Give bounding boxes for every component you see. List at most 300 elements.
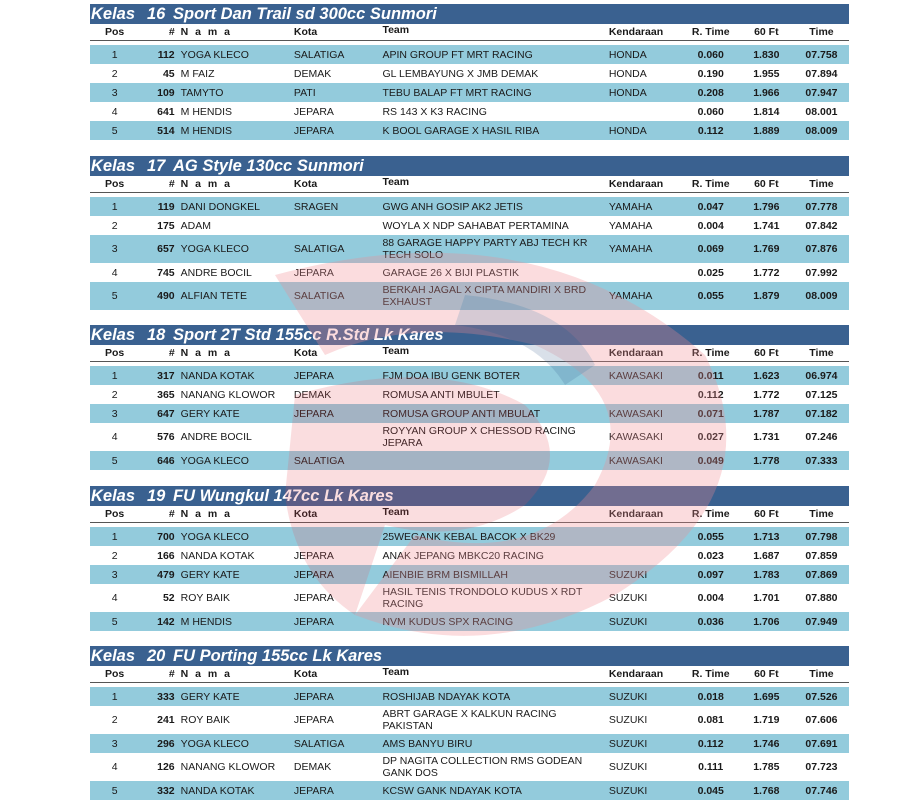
column-header-num: # — [168, 26, 175, 38]
cell-name: M HENDIS — [180, 124, 232, 137]
result-row — [90, 263, 849, 282]
cell-num: 45 — [162, 67, 175, 80]
cell-kendaraan: SUZUKI — [608, 592, 648, 604]
cell-num: 333 — [157, 690, 175, 703]
cell-name: ANDRE BOCIL — [180, 266, 252, 279]
cell-sixty: 1.796 — [753, 200, 780, 213]
cell-rtime: 0.023 — [697, 549, 724, 562]
cell-rtime: 0.071 — [697, 407, 724, 420]
cell-sixty: 1.623 — [753, 369, 780, 382]
cell-kota: JEPARA — [293, 549, 334, 562]
class-label: Kelas — [91, 487, 136, 505]
cell-team: AIENBIE BRM BISMILLAH — [382, 568, 508, 581]
cell-time: 08.009 — [805, 290, 838, 302]
class-title-bar — [90, 486, 849, 506]
cell-name: YOGA KLECO — [180, 243, 249, 255]
column-header-team: Team — [382, 506, 410, 518]
cell-kota: JEPARA — [293, 105, 334, 118]
cell-num: 700 — [157, 530, 175, 543]
cell-rtime: 0.004 — [697, 219, 724, 232]
cell-kota: JEPARA — [293, 592, 334, 604]
column-header-kota: Kota — [293, 668, 318, 680]
result-row — [90, 404, 849, 423]
result-row — [90, 102, 849, 121]
cell-pos: 4 — [111, 266, 118, 279]
result-row — [90, 687, 849, 706]
cell-rtime: 0.045 — [697, 784, 724, 797]
cell-name: ROY BAIK — [180, 592, 231, 604]
class-section — [90, 4, 849, 140]
cell-num: 109 — [157, 86, 175, 99]
cell-pos: 5 — [111, 290, 118, 302]
cell-kendaraan: KAWASAKI — [608, 407, 663, 420]
result-row — [90, 612, 849, 631]
cell-kota: JEPARA — [293, 407, 334, 420]
cell-sixty: 1.772 — [753, 266, 780, 279]
cell-name: GERY KATE — [180, 690, 240, 703]
cell-rtime: 0.060 — [697, 105, 724, 118]
column-header-rtime: R. Time — [691, 178, 730, 190]
cell-kendaraan: KAWASAKI — [608, 431, 663, 443]
cell-kendaraan: YAMAHA — [608, 290, 653, 302]
cell-name: ALFIAN TETE — [180, 290, 247, 302]
cell-sixty: 1.966 — [753, 86, 780, 99]
cell-time: 07.746 — [805, 784, 838, 797]
cell-name: NANANG KLOWOR — [180, 761, 276, 773]
cell-team: AMS BANYU BIRU — [382, 737, 473, 750]
cell-num: 119 — [157, 200, 175, 213]
cell-rtime: 0.049 — [697, 454, 724, 467]
cell-time: 07.880 — [805, 592, 838, 604]
cell-rtime: 0.069 — [697, 243, 724, 255]
result-row — [90, 546, 849, 565]
result-row — [90, 734, 849, 753]
cell-sixty: 1.783 — [753, 568, 780, 581]
result-row — [90, 235, 849, 263]
class-label: Kelas — [91, 157, 136, 175]
cell-num: 296 — [157, 737, 175, 750]
cell-kendaraan: HONDA — [608, 124, 647, 137]
column-header-row — [90, 176, 849, 193]
result-row — [90, 423, 849, 451]
cell-team: ROSHIJAB NDAYAK KOTA — [382, 690, 511, 703]
class-number: 19 — [147, 487, 166, 505]
cell-time: 07.947 — [805, 86, 838, 99]
class-label: Kelas — [91, 647, 136, 665]
cell-time: 06.974 — [805, 369, 838, 382]
cell-num: 745 — [157, 266, 175, 279]
cell-num: 317 — [157, 369, 175, 382]
cell-name: YOGA KLECO — [180, 530, 249, 543]
cell-pos: 4 — [111, 105, 118, 118]
cell-rtime: 0.011 — [697, 369, 724, 382]
cell-time: 07.333 — [805, 454, 838, 467]
cell-time: 07.246 — [805, 431, 838, 443]
cell-time: 07.992 — [805, 266, 838, 279]
cell-time: 07.842 — [805, 219, 838, 232]
cell-sixty: 1.778 — [753, 454, 780, 467]
cell-name: M FAIZ — [180, 67, 215, 80]
cell-time: 08.001 — [805, 105, 838, 118]
class-title-bar — [90, 646, 849, 666]
cell-name: M HENDIS — [180, 615, 232, 628]
result-row — [90, 451, 849, 470]
cell-pos: 3 — [111, 407, 118, 420]
cell-name: NANDA KOTAK — [180, 549, 255, 562]
column-header-time: Time — [809, 26, 834, 38]
cell-rtime: 0.055 — [697, 290, 724, 302]
column-header-row — [90, 666, 849, 683]
class-title-bar — [90, 4, 849, 24]
column-header-rtime: R. Time — [691, 508, 730, 520]
class-title: Sport 2T Std 155cc R.Std Lk Kares — [173, 326, 444, 344]
column-header-time: Time — [809, 178, 834, 190]
class-title: Sport Dan Trail sd 300cc Sunmori — [173, 5, 437, 23]
cell-time: 07.182 — [805, 407, 838, 420]
result-row — [90, 121, 849, 140]
cell-sixty: 1.719 — [753, 714, 780, 726]
cell-team: WOYLA X NDP SAHABAT PERTAMINA — [382, 219, 569, 232]
cell-name: YOGA KLECO — [180, 737, 249, 750]
cell-time: 07.778 — [805, 200, 838, 213]
column-header-sixty: 60 Ft — [754, 668, 779, 680]
column-header-kota: Kota — [293, 26, 318, 38]
cell-sixty: 1.695 — [753, 690, 780, 703]
cell-rtime: 0.112 — [697, 388, 724, 401]
column-header-pos: Pos — [104, 347, 125, 359]
column-header-pos: Pos — [104, 26, 125, 38]
cell-num: 490 — [157, 290, 175, 302]
cell-sixty: 1.706 — [753, 615, 780, 628]
class-title: AG Style 130cc Sunmori — [173, 157, 364, 175]
column-header-sixty: 60 Ft — [754, 26, 779, 38]
cell-team: FJM DOA IBU GENK BOTER — [382, 369, 521, 382]
cell-kota: JEPARA — [293, 690, 334, 703]
cell-sixty: 1.830 — [753, 48, 780, 61]
cell-num: 112 — [157, 48, 175, 61]
cell-team: GWG ANH GOSIP AK2 JETIS — [382, 200, 523, 213]
cell-pos: 3 — [111, 243, 118, 255]
cell-pos: 1 — [111, 690, 118, 703]
cell-team: KCSW GANK NDAYAK KOTA — [382, 784, 522, 797]
cell-kendaraan: SUZUKI — [608, 714, 648, 726]
cell-name: ANDRE BOCIL — [180, 431, 252, 443]
column-header-name: N a m a — [180, 178, 233, 190]
cell-pos: 4 — [111, 761, 118, 773]
cell-sixty: 1.785 — [753, 761, 780, 773]
cell-sixty: 1.768 — [753, 784, 780, 797]
cell-name: NANDA KOTAK — [180, 784, 255, 797]
cell-time: 07.125 — [805, 388, 838, 401]
cell-rtime: 0.190 — [697, 67, 724, 80]
column-header-kendaraan: Kendaraan — [608, 508, 664, 520]
cell-kota: DEMAK — [293, 761, 332, 773]
cell-kota: JEPARA — [293, 784, 334, 797]
cell-kendaraan: SUZUKI — [608, 761, 648, 773]
column-header-time: Time — [809, 668, 834, 680]
cell-kendaraan: KAWASAKI — [608, 454, 663, 467]
cell-team: ABRT GARAGE X KALKUN RACING PAKISTAN — [382, 708, 557, 732]
column-header-kendaraan: Kendaraan — [608, 26, 664, 38]
result-row — [90, 781, 849, 800]
cell-rtime: 0.081 — [697, 714, 724, 726]
result-row — [90, 565, 849, 584]
class-section — [90, 156, 849, 310]
cell-kendaraan: SUZUKI — [608, 690, 648, 703]
cell-name: GERY KATE — [180, 407, 240, 420]
cell-num: 166 — [157, 549, 175, 562]
cell-pos: 2 — [111, 714, 118, 726]
column-header-sixty: 60 Ft — [754, 508, 779, 520]
column-header-kendaraan: Kendaraan — [608, 668, 664, 680]
result-row — [90, 527, 849, 546]
cell-time: 07.859 — [805, 549, 838, 562]
column-header-kota: Kota — [293, 508, 318, 520]
cell-team: APIN GROUP FT MRT RACING — [382, 48, 533, 61]
result-row — [90, 216, 849, 235]
column-header-kota: Kota — [293, 178, 318, 190]
column-header-pos: Pos — [104, 508, 125, 520]
cell-name: YOGA KLECO — [180, 48, 249, 61]
cell-time: 08.009 — [805, 124, 838, 137]
cell-time: 07.798 — [805, 530, 838, 543]
cell-rtime: 0.025 — [697, 266, 724, 279]
cell-rtime: 0.055 — [697, 530, 724, 543]
cell-team: BERKAH JAGAL X CIPTA MANDIRI X BRD EXHAUST — [382, 284, 587, 308]
result-row — [90, 753, 849, 781]
cell-kendaraan: SUZUKI — [608, 615, 648, 628]
cell-kendaraan: SUZUKI — [608, 784, 648, 797]
column-header-rtime: R. Time — [691, 26, 730, 38]
cell-name: GERY KATE — [180, 568, 240, 581]
column-header-row — [90, 345, 849, 362]
cell-pos: 1 — [111, 369, 118, 382]
cell-pos: 5 — [111, 615, 118, 628]
class-number: 17 — [147, 157, 166, 175]
class-section — [90, 486, 849, 631]
cell-kendaraan: HONDA — [608, 86, 647, 99]
cell-num: 52 — [162, 592, 175, 604]
cell-num: 479 — [157, 568, 175, 581]
column-header-rtime: R. Time — [691, 668, 730, 680]
cell-pos: 3 — [111, 86, 118, 99]
cell-name: M HENDIS — [180, 105, 232, 118]
cell-time: 07.894 — [805, 67, 838, 80]
cell-kota: DEMAK — [293, 67, 332, 80]
class-label: Kelas — [91, 5, 136, 23]
cell-kota: PATI — [293, 86, 316, 99]
column-header-name: N a m a — [180, 26, 233, 38]
cell-pos: 4 — [111, 592, 118, 604]
cell-time: 07.869 — [805, 568, 838, 581]
cell-pos: 1 — [111, 48, 118, 61]
cell-num: 657 — [157, 243, 175, 255]
cell-name: ADAM — [180, 219, 211, 232]
class-number: 20 — [147, 647, 166, 665]
cell-name: ROY BAIK — [180, 714, 231, 726]
column-header-pos: Pos — [104, 178, 125, 190]
class-section — [90, 325, 849, 470]
cell-rtime: 0.060 — [697, 48, 724, 61]
cell-time: 07.526 — [805, 690, 838, 703]
cell-kota: SRAGEN — [293, 200, 339, 213]
cell-rtime: 0.018 — [697, 690, 724, 703]
cell-num: 576 — [157, 431, 175, 443]
cell-kendaraan: HONDA — [608, 67, 647, 80]
column-header-kendaraan: Kendaraan — [608, 347, 664, 359]
cell-sixty: 1.746 — [753, 737, 780, 750]
cell-kota: DEMAK — [293, 388, 332, 401]
column-header-row — [90, 24, 849, 41]
cell-rtime: 0.036 — [697, 615, 724, 628]
cell-kota: JEPARA — [293, 124, 334, 137]
cell-num: 641 — [157, 105, 175, 118]
cell-time: 07.758 — [805, 48, 838, 61]
column-header-sixty: 60 Ft — [754, 178, 779, 190]
cell-sixty: 1.769 — [753, 243, 780, 255]
cell-kendaraan: YAMAHA — [608, 200, 653, 213]
cell-name: NANANG KLOWOR — [180, 388, 276, 401]
cell-kendaraan: YAMAHA — [608, 219, 653, 232]
column-header-rtime: R. Time — [691, 347, 730, 359]
cell-kendaraan: YAMAHA — [608, 243, 653, 255]
cell-sixty: 1.741 — [753, 219, 780, 232]
cell-time: 07.723 — [805, 761, 838, 773]
cell-kota: SALATIGA — [293, 48, 345, 61]
cell-pos: 1 — [111, 530, 118, 543]
cell-num: 332 — [157, 784, 175, 797]
cell-num: 175 — [157, 219, 175, 232]
cell-team: GL LEMBAYUNG X JMB DEMAK — [382, 67, 539, 80]
cell-sixty: 1.814 — [753, 105, 780, 118]
column-header-time: Time — [809, 347, 834, 359]
column-header-num: # — [168, 178, 175, 190]
cell-kota: SALATIGA — [293, 243, 345, 255]
cell-kota: JEPARA — [293, 714, 334, 726]
cell-sixty: 1.879 — [753, 290, 780, 302]
cell-team: ANAK JEPANG MBKC20 RACING — [382, 549, 544, 562]
column-header-num: # — [168, 347, 175, 359]
result-row — [90, 83, 849, 102]
result-row — [90, 366, 849, 385]
result-row — [90, 197, 849, 216]
cell-pos: 2 — [111, 549, 118, 562]
class-number: 18 — [147, 326, 166, 344]
cell-kendaraan: HONDA — [608, 48, 647, 61]
column-header-name: N a m a — [180, 347, 233, 359]
class-number: 16 — [147, 5, 166, 23]
cell-rtime: 0.111 — [698, 761, 724, 773]
cell-kendaraan: KAWASAKI — [608, 369, 663, 382]
result-row — [90, 385, 849, 404]
column-header-num: # — [168, 508, 175, 520]
cell-kendaraan: SUZUKI — [608, 568, 648, 581]
cell-team: TEBU BALAP FT MRT RACING — [382, 86, 532, 99]
cell-num: 646 — [157, 454, 175, 467]
cell-kota: JEPARA — [293, 615, 334, 628]
class-section — [90, 646, 849, 800]
cell-name: DANI DONGKEL — [180, 200, 261, 213]
cell-time: 07.876 — [805, 243, 838, 255]
cell-num: 647 — [157, 407, 175, 420]
cell-kota: JEPARA — [293, 568, 334, 581]
column-header-team: Team — [382, 176, 410, 188]
result-row — [90, 45, 849, 64]
cell-kota: SALATIGA — [293, 737, 345, 750]
cell-rtime: 0.097 — [697, 568, 724, 581]
result-row — [90, 64, 849, 83]
class-title-bar — [90, 325, 849, 345]
class-title: FU Porting 155cc Lk Kares — [173, 647, 383, 665]
cell-pos: 4 — [111, 431, 118, 443]
class-title: FU Wungkul 147cc Lk Kares — [173, 487, 394, 505]
cell-pos: 2 — [111, 388, 118, 401]
cell-team: HASIL TENIS TRONDOLO KUDUS X RDT RACING — [382, 586, 583, 610]
cell-rtime: 0.004 — [697, 592, 724, 604]
cell-num: 365 — [157, 388, 175, 401]
column-header-team: Team — [382, 666, 410, 678]
cell-time: 07.606 — [805, 714, 838, 726]
column-header-time: Time — [809, 508, 834, 520]
column-header-sixty: 60 Ft — [754, 347, 779, 359]
cell-time: 07.691 — [805, 737, 838, 750]
cell-sixty: 1.772 — [753, 388, 780, 401]
cell-num: 241 — [157, 714, 175, 726]
cell-sixty: 1.687 — [753, 549, 780, 562]
cell-num: 126 — [157, 761, 175, 773]
cell-team: 25WEGANK KEBAL BACOK X BK29 — [382, 530, 556, 543]
cell-rtime: 0.112 — [697, 124, 724, 137]
cell-sixty: 1.955 — [753, 67, 780, 80]
column-header-pos: Pos — [104, 668, 125, 680]
cell-time: 07.949 — [805, 615, 838, 628]
cell-kota: JEPARA — [293, 369, 334, 382]
cell-pos: 5 — [111, 784, 118, 797]
cell-num: 142 — [157, 615, 175, 628]
cell-team: RS 143 X K3 RACING — [382, 105, 487, 118]
cell-pos: 3 — [111, 568, 118, 581]
cell-rtime: 0.208 — [697, 86, 724, 99]
result-row — [90, 584, 849, 612]
cell-team: ROMUSA GROUP ANTI MBULAT — [382, 407, 541, 420]
cell-kendaraan: SUZUKI — [608, 737, 648, 750]
cell-rtime: 0.112 — [697, 737, 724, 750]
class-label: Kelas — [91, 326, 136, 344]
column-header-name: N a m a — [180, 668, 233, 680]
result-row — [90, 706, 849, 734]
column-header-kota: Kota — [293, 347, 318, 359]
column-header-team: Team — [382, 345, 410, 357]
result-row — [90, 282, 849, 310]
column-header-team: Team — [382, 24, 410, 36]
cell-pos: 3 — [111, 737, 118, 750]
column-header-num: # — [168, 668, 175, 680]
cell-sixty: 1.713 — [753, 530, 780, 543]
cell-pos: 2 — [111, 219, 118, 232]
cell-sixty: 1.701 — [753, 592, 780, 604]
cell-sixty: 1.787 — [753, 407, 780, 420]
cell-team: ROYYAN GROUP X CHESSOD RACING JEPARA — [382, 425, 576, 449]
column-header-name: N a m a — [180, 508, 233, 520]
cell-team: ROMUSA ANTI MBULET — [382, 388, 500, 401]
column-header-row — [90, 506, 849, 523]
cell-sixty: 1.889 — [753, 124, 780, 137]
cell-pos: 5 — [111, 454, 118, 467]
cell-pos: 2 — [111, 67, 118, 80]
cell-name: NANDA KOTAK — [180, 369, 255, 382]
cell-team: DP NAGITA COLLECTION RMS GODEAN GANK DOS — [382, 755, 583, 779]
cell-rtime: 0.027 — [697, 431, 724, 443]
